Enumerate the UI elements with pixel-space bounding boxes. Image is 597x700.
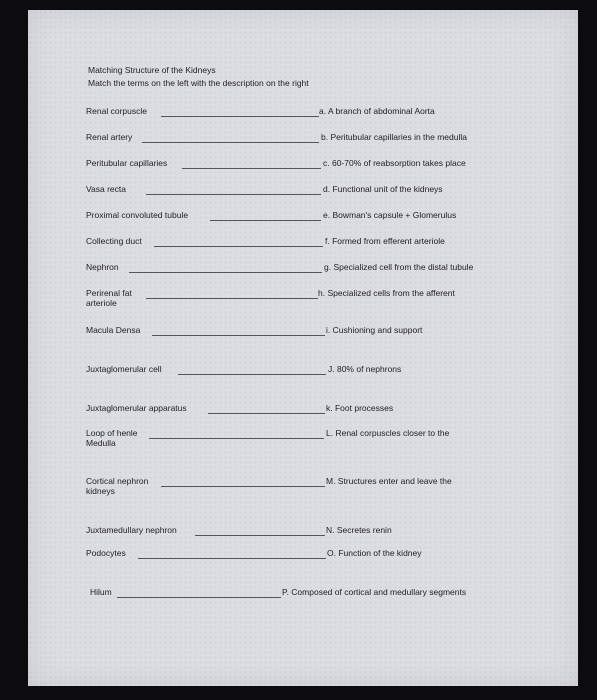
term-label: Loop of henle Medulla: [86, 428, 138, 448]
answer-blank[interactable]: [129, 272, 322, 273]
description-label: c. 60-70% of reabsorption takes place: [323, 158, 466, 168]
term-label: Proximal convoluted tubule: [86, 210, 189, 220]
answer-blank[interactable]: [208, 413, 325, 414]
term-label: Juxtaglomerular cell: [86, 364, 162, 374]
term-label: Podocytes: [86, 548, 126, 558]
answer-blank[interactable]: [182, 168, 321, 169]
answer-blank[interactable]: [149, 438, 324, 439]
term-label: Vasa recta: [86, 184, 127, 194]
description-label: P. Composed of cortical and medullary segments: [282, 587, 467, 597]
description-label: O. Function of the kidney: [327, 548, 422, 558]
description-label: i. Cushioning and support: [326, 325, 423, 335]
worksheet-instructions: Match the terms on the left with the description on the right: [88, 78, 309, 88]
description-label: a. A branch of abdominal Aorta: [319, 106, 435, 116]
answer-blank[interactable]: [146, 194, 321, 195]
term-label: Cortical nephron kidneys: [86, 476, 149, 496]
description-label: g. Specialized cell from the distal tubule: [324, 262, 474, 272]
description-label: h. Specialized cells from the afferent: [318, 288, 455, 298]
worksheet-title: Matching Structure of the Kidneys: [88, 65, 216, 75]
term-label: Macula Densa: [86, 325, 141, 335]
description-label: f. Formed from efferent arteriole: [325, 236, 445, 246]
answer-blank[interactable]: [178, 374, 326, 375]
term-label: Nephron: [86, 262, 119, 272]
answer-blank[interactable]: [154, 246, 323, 247]
answer-blank[interactable]: [161, 116, 319, 117]
answer-blank[interactable]: [117, 597, 281, 598]
answer-blank[interactable]: [138, 558, 326, 559]
description-label: J. 80% of nephrons: [328, 364, 402, 374]
answer-blank[interactable]: [161, 486, 325, 487]
description-label: b. Peritubular capillaries in the medulla: [321, 132, 467, 142]
answer-blank[interactable]: [195, 535, 325, 536]
description-label: N. Secretes renin: [326, 525, 392, 535]
description-label: k. Foot processes: [326, 403, 394, 413]
term-label: Hilum: [90, 587, 112, 597]
term-label: Collecting duct: [86, 236, 142, 246]
description-label: d. Functional unit of the kidneys: [323, 184, 443, 194]
answer-blank[interactable]: [142, 142, 319, 143]
description-label: L. Renal corpuscles closer to the: [326, 428, 450, 438]
term-label: Juxtaglomerular apparatus: [86, 403, 187, 413]
description-label: M. Structures enter and leave the: [326, 476, 452, 486]
answer-blank[interactable]: [152, 335, 325, 336]
worksheet-page: [28, 10, 578, 686]
description-label: e. Bowman's capsule + Glomerulus: [323, 210, 457, 220]
term-label: Renal artery: [86, 132, 133, 142]
answer-blank[interactable]: [146, 298, 318, 299]
answer-blank[interactable]: [210, 220, 321, 221]
term-label: Perirenal fat arteriole: [86, 288, 132, 308]
term-label: Juxtamedullary nephron: [86, 525, 177, 535]
term-label: Renal corpuscle: [86, 106, 147, 116]
term-label: Peritubular capillaries: [86, 158, 168, 168]
